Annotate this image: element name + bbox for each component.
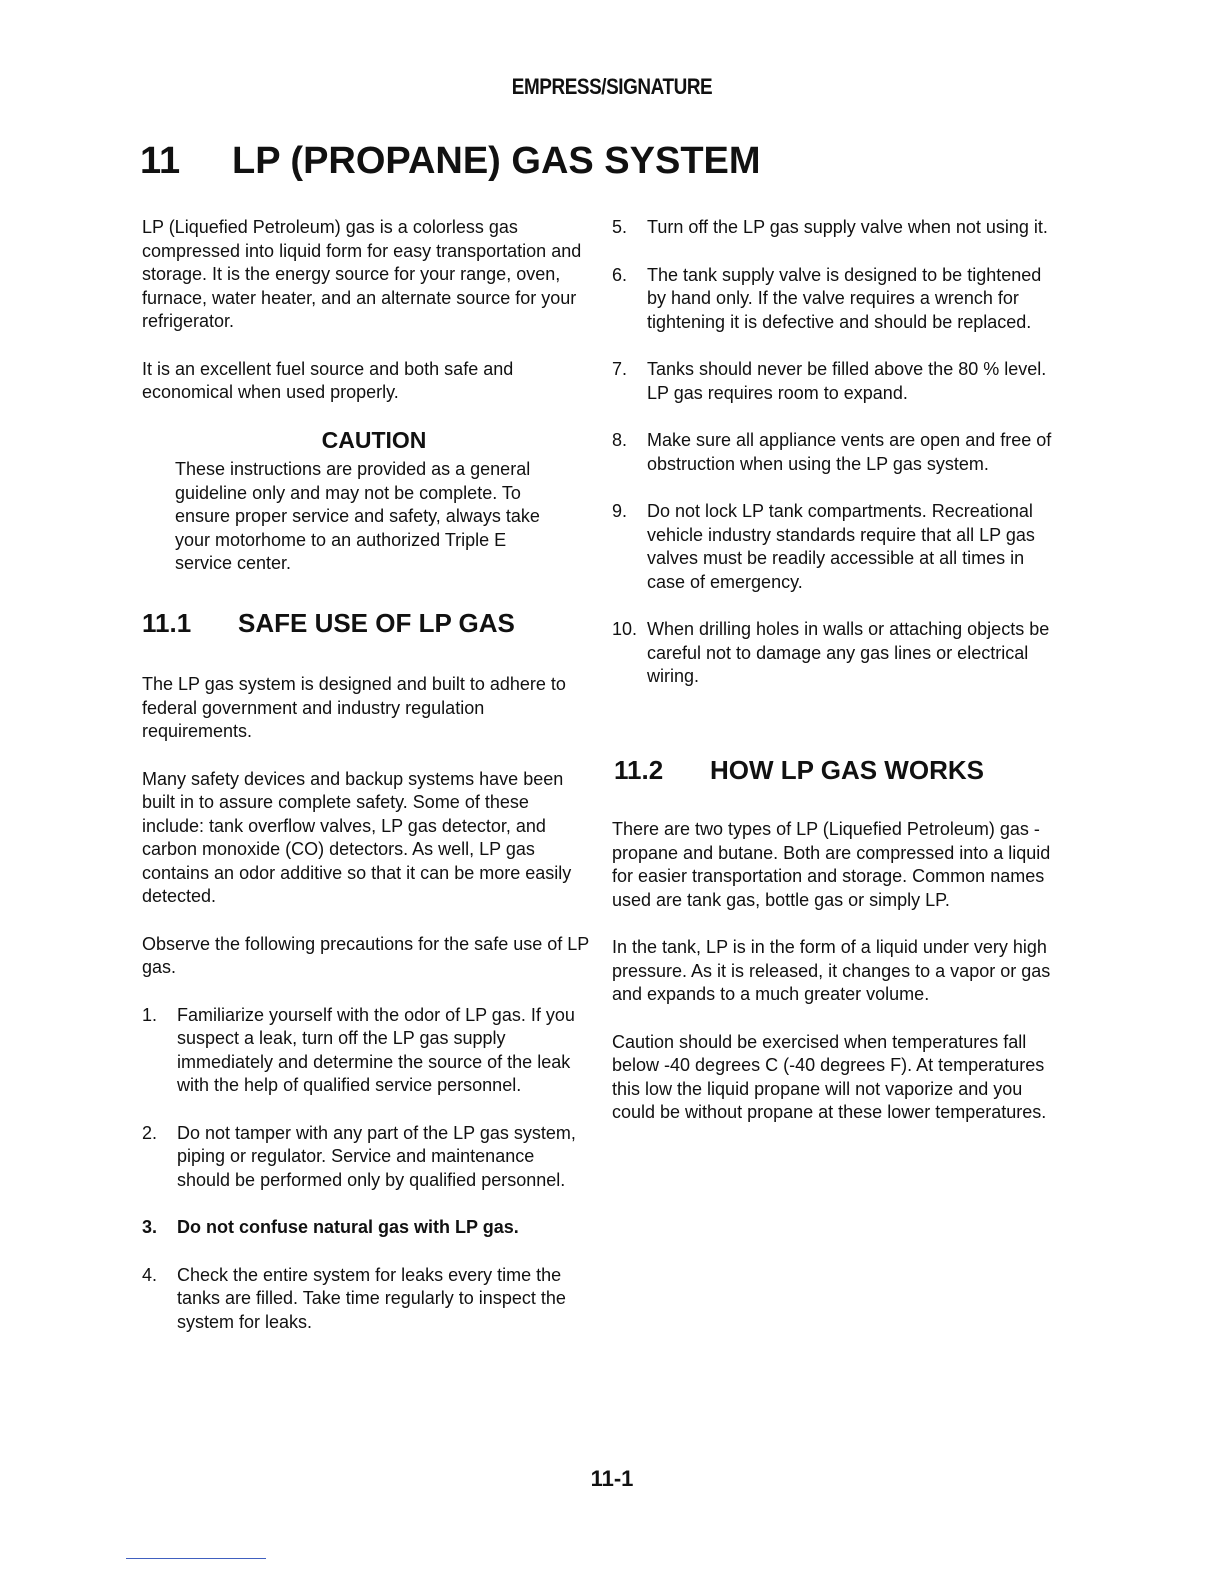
caution-text: These instructions are provided as a general guideline only and may not be complete. To ensure proper service and safety, always take your motorhome to an authorized Triple E service center.	[175, 459, 540, 573]
list-item-text: Tanks should never be filled above the 80 % level. LP gas requires room to expand.	[647, 359, 1047, 403]
list-item-text: Do not confuse natural gas with LP gas.	[177, 1217, 519, 1237]
list-item	[612, 264, 1062, 335]
intro-paragraph-2: It is an excellent fuel source and both safe and economical when used properly.	[142, 358, 514, 402]
section-11-1-paragraph-2: Many safety devices and backup systems have been built in to assure complete safety. Some of these include: tank overflow valves, LP gas detector, and carbon monoxide (CO) detectors. As well, LP gas contains an odor additive so that it can be more easily detected.	[142, 768, 572, 906]
list-item-number: 4.	[142, 1264, 158, 1285]
list-item-text: When drilling holes in walls or attaching objects be careful not to damage any gas lines or electrical wiring.	[647, 619, 1050, 686]
list-item-text: The tank supply valve is designed to be tightened by hand only. If the valve requires a wrench for tightening it is defective and should be replaced.	[647, 264, 1042, 332]
section-11-2-number: 11.2	[614, 754, 664, 785]
list-item	[612, 618, 1062, 689]
list-item-text: Make sure all appliance vents are open and free of obstruction when using the LP gas system.	[647, 430, 1052, 474]
list-item-text: Check the entire system for leaks every time the tanks are filled. Take time regularly to inspect the system for leaks.	[177, 1264, 566, 1332]
list-item-number: 6.	[612, 264, 628, 285]
list-item-number: 3.	[142, 1217, 158, 1237]
section-11-1-heading	[142, 607, 590, 638]
section-11-2-paragraph-3: Caution should be exercised when temperatures fall below -40 degrees C (-40 degrees F). At temperatures this low the liquid propane will not vaporize and you could be without propane at these lower temperatures.	[612, 1031, 1047, 1122]
list-item	[612, 358, 1062, 405]
list-item-number: 8.	[612, 430, 628, 450]
section-11-2-heading	[614, 754, 1062, 785]
precautions-list-part-1	[142, 1004, 590, 1335]
list-item-text: Turn off the LP gas supply valve when not using it.	[647, 217, 1048, 237]
list-item	[142, 1122, 590, 1193]
list-item	[142, 1264, 590, 1335]
chapter-title-text: LP (PROPANE) GAS SYSTEM	[232, 140, 761, 182]
list-item-number: 9.	[612, 501, 628, 521]
footnote-divider	[126, 1558, 266, 1559]
list-item	[142, 1004, 590, 1098]
section-11-1-paragraph-1: The LP gas system is designed and built to adhere to federal government and industry regulation requirements.	[142, 674, 566, 741]
list-item-number: 5.	[612, 217, 628, 237]
list-item	[142, 1216, 590, 1240]
chapter-title	[140, 140, 761, 183]
section-11-2-paragraph-2: In the tank, LP is in the form of a liquid under very high pressure. As it is released, it changes to a vapor or gas and expands to a much greater volume.	[612, 937, 1051, 1004]
section-11-1-paragraph-3: Observe the following precautions for the safe use of LP gas.	[142, 933, 589, 977]
list-item	[612, 500, 1062, 594]
list-item-text: Familiarize yourself with the odor of LP gas. If you suspect a leak, turn off the LP gas supply immediately and determine the source of the leak with the help of qualified service personnel.	[177, 1004, 575, 1095]
page-number: 11-1	[590, 1466, 634, 1491]
caution-title: CAUTION	[321, 426, 427, 453]
precautions-list-part-2	[612, 216, 1062, 689]
chapter-number: 11	[140, 140, 181, 182]
section-11-1-title: SAFE USE OF LP GAS	[238, 607, 515, 638]
list-item-number: 10.	[612, 619, 638, 639]
list-item	[612, 429, 1062, 476]
list-item-number: 2.	[142, 1122, 158, 1143]
section-11-2-paragraph-1: There are two types of LP (Liquefied Petroleum) gas - propane and butane. Both are compressed into a liquid for easier transportation and storage. Common names used are tank gas, bottle gas or simply LP.	[612, 819, 1051, 910]
list-item-number: 7.	[612, 359, 628, 379]
section-11-2-title: HOW LP GAS WORKS	[710, 754, 984, 785]
right-column	[612, 216, 1062, 1149]
list-item-number: 1.	[142, 1004, 158, 1025]
running-header: EMPRESS/SIGNATURE	[511, 74, 713, 99]
intro-paragraph-1: LP (Liquefied Petroleum) gas is a colorless gas compressed into liquid form for easy transportation and storage. It is the energy source for your range, oven, furnace, water heater, and an alternate source for your refrigerator.	[142, 217, 582, 331]
list-item	[612, 216, 1062, 240]
list-item-text: Do not lock LP tank compartments. Recreational vehicle industry standards require that all LP gas valves must be readily accessible at all times in case of emergency.	[647, 501, 1035, 592]
section-11-1-number: 11.1	[142, 607, 192, 638]
list-item-text: Do not tamper with any part of the LP gas system, piping or regulator. Service and maintenance should be performed only by qualified personnel.	[177, 1122, 576, 1190]
left-column	[142, 216, 590, 1358]
